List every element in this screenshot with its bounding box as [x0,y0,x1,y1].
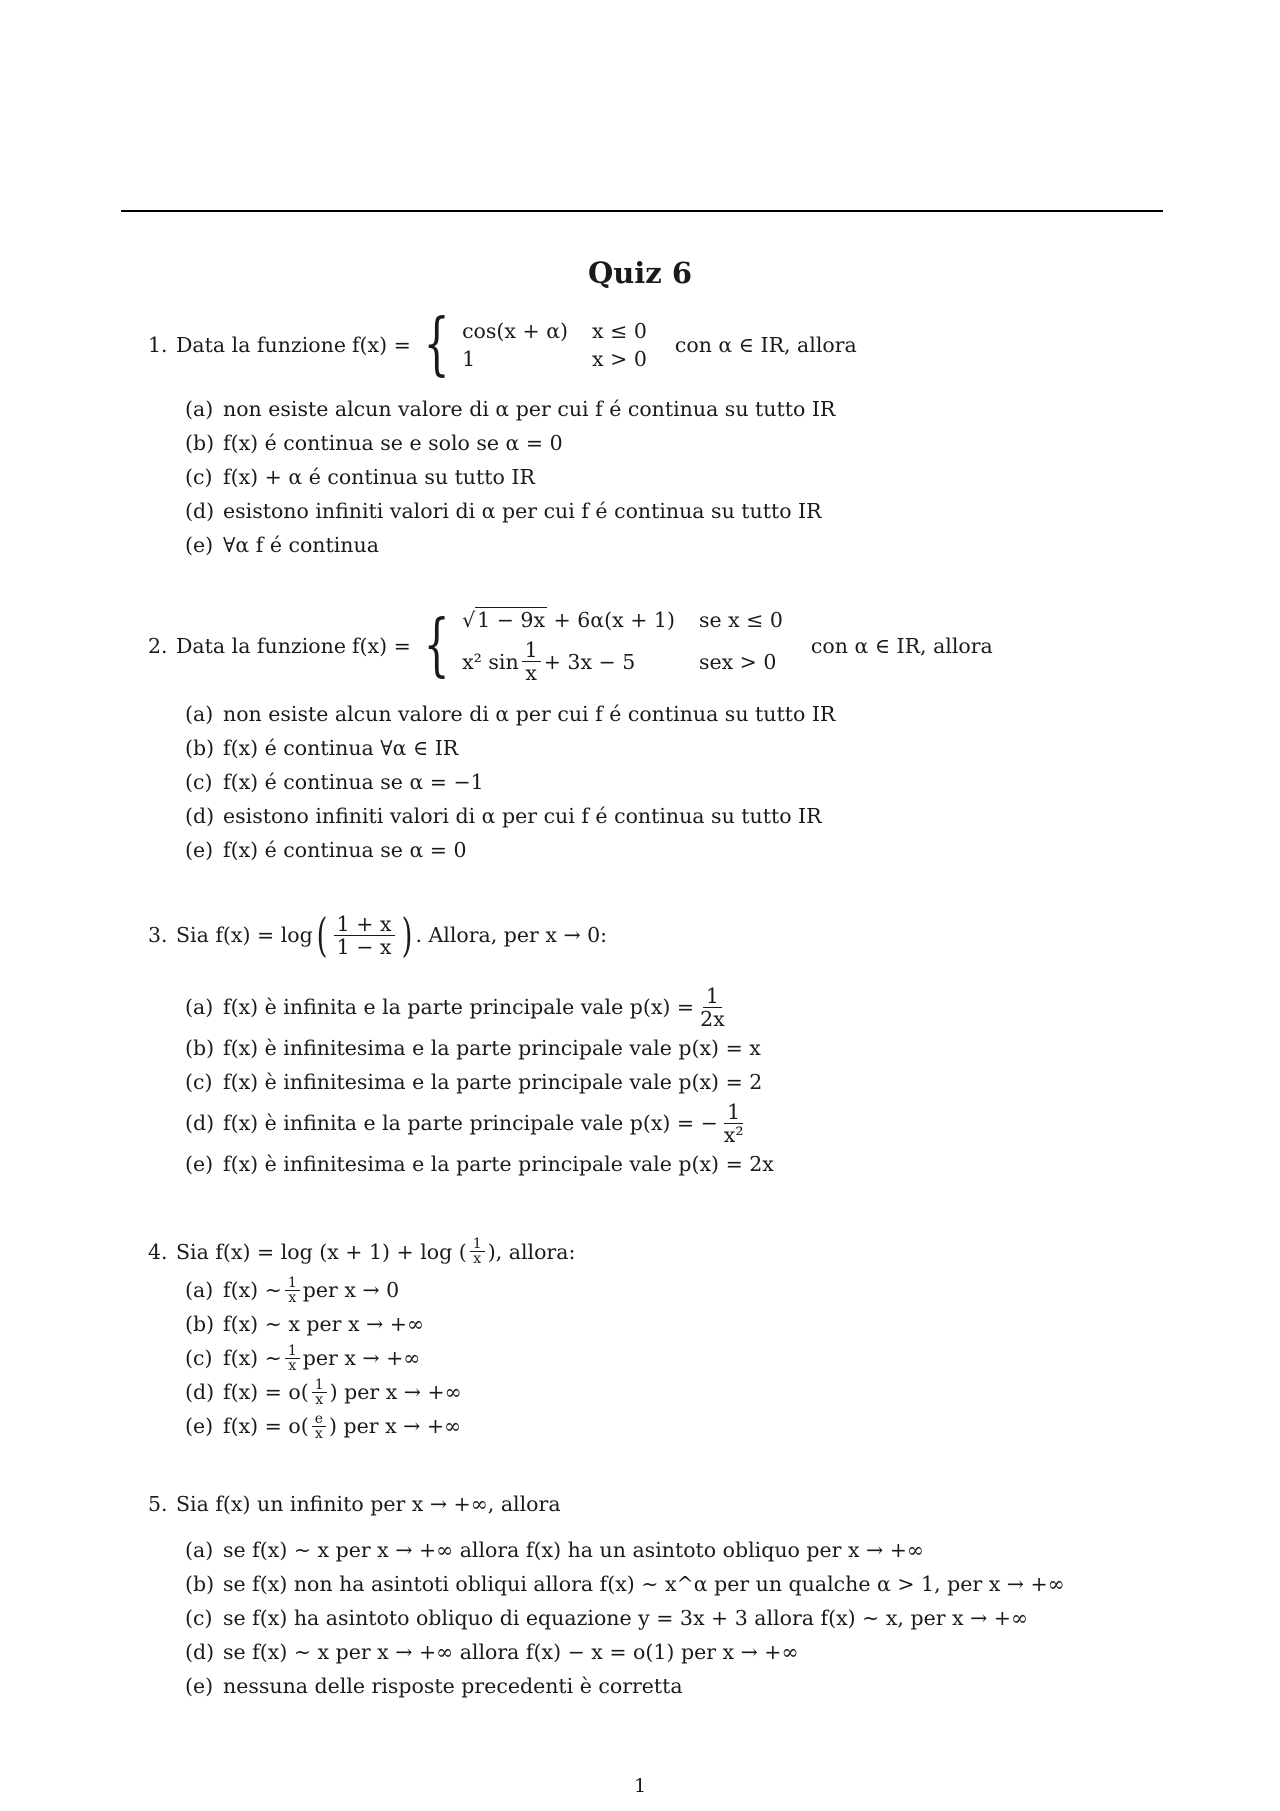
option-b[interactable]: (b) f(x) ∼ x per x → +∞ [185,1312,425,1336]
header-rule [121,210,1163,212]
case-2-cond: x > 0 [592,347,647,371]
brace: { [423,605,450,685]
piecewise-cases [462,318,647,372]
page-title: Quiz 6 [587,256,693,290]
question-tail: con α ∈ IR, allora [674,333,857,357]
option-a[interactable]: (a) non esiste alcun valore di α per cui f é continua su tutto IR [185,397,836,421]
option-e[interactable]: (e) f(x) è infinitesima e la parte principale vale p(x) = 2x [185,1152,774,1176]
question-number: 2. [148,633,168,658]
options-list [185,983,774,1181]
question-lead: Data la funzione [176,333,346,357]
option-a[interactable]: (a) f(x) ∼ $\frac{1}{x}$ per x → 0 [185,1274,400,1306]
option-b[interactable]: (b) f(x) è infinitesima e la parte principale vale p(x) = x [185,1036,761,1060]
option-d[interactable]: (d) f(x) è infinita e la parte principale vale p(x) = − $\frac{1}{\text{x²}}$ [185,1099,774,1147]
fraction: $\frac{1}{x}$ [285,1276,300,1305]
question-number: 5. [148,1492,168,1516]
option-e[interactable]: (e) f(x) é continua se α = 0 [185,838,467,862]
options-list [185,697,835,867]
fraction: $\frac{1}{x}$ [285,1344,300,1373]
question-3: 3. Sia f(x) = log ( $\frac{1 + x}{1 - x}$ ) . Allora, per x → 0: [148,908,608,962]
option-c[interactable]: (c) f(x) + α é continua su tutto IR [185,465,535,489]
option-e[interactable]: (e) f(x) = o( $\frac{e}{x}$ ) per x → +∞ [185,1410,462,1442]
option-d[interactable]: (d) se f(x) ∼ x per x → +∞ allora f(x) − x = o(1) per x → +∞ [185,1640,799,1664]
question-lead: Sia f(x) un infinito per x → +∞, allora [176,1492,561,1516]
option-e[interactable]: (e) ∀α f é continua [185,533,379,557]
fraction: $\frac{1}{\text{x²}}$ [723,1099,744,1147]
option-a[interactable]: (a) se f(x) ∼ x per x → +∞ allora f(x) ha un asintoto obliquo per x → +∞ [185,1538,924,1562]
fraction: $\frac{1}{2x}$ [700,983,725,1031]
option-d[interactable]: (d) esistono infiniti valori di α per cui f é continua su tutto IR [185,804,822,828]
case-2-expr: x² sin $\frac{1}{x}$ + 3x − 5 [462,638,636,685]
question-2 [148,607,993,684]
question-lead: Sia f(x) = log (x + 1) + log ( [176,1239,467,1264]
question-tail: con α ∈ IR, allora [810,633,993,658]
fraction: $\frac{1}{x}$ [522,639,541,684]
option-c[interactable]: (c) f(x) è infinitesima e la parte principale vale p(x) = 2 [185,1070,763,1094]
case-1-cond: x ≤ 0 [592,319,647,343]
option-d[interactable]: (d) f(x) = o( $\frac{1}{x}$ ) per x → +∞ [185,1376,462,1408]
question-lead: Sia f(x) = log [176,923,313,947]
function-label: f(x) = [351,633,411,658]
option-b[interactable]: (b) f(x) é continua ∀α ∈ IR [185,736,459,760]
question-lead: Data la funzione [176,633,346,658]
options-list [185,1533,1065,1703]
case-1-cond: se x ≤ 0 [698,608,783,632]
case-1-expr: √1 − 9x + 6α(x + 1) [462,608,675,632]
option-c[interactable]: (c) se f(x) ha asintoto obliquo di equazione y = 3x + 3 allora f(x) ∼ x, per x → +∞ [185,1606,1029,1630]
piecewise-cases [462,607,783,684]
question-1 [148,305,857,384]
question-number: 1. [148,333,168,357]
option-a[interactable]: (a) non esiste alcun valore di α per cui f é continua su tutto IR [185,702,836,726]
option-a[interactable]: (a) f(x) è infinita e la parte principale vale p(x) = $\frac{1}{2x}$ [185,983,774,1031]
fraction: $\frac{1}{x}$ [312,1378,327,1407]
question-tail: ), allora: [487,1239,576,1264]
case-2-expr: 1 [462,347,476,371]
case-2-cond: sex > 0 [698,649,777,674]
question-number: 3. [148,923,168,947]
question-5 [148,1491,561,1517]
option-b[interactable]: (b) se f(x) non ha asintoti obliqui allora f(x) ∼ x^α per un qualche α > 1, per x → +∞ [185,1572,1065,1596]
option-c[interactable]: (c) f(x) ∼ $\frac{1}{x}$ per x → +∞ [185,1342,421,1374]
question-number: 4. [148,1239,168,1264]
question-tail: . Allora, per x → 0: [415,923,608,947]
option-c[interactable]: (c) f(x) é continua se α = −1 [185,770,484,794]
fraction: $\frac{1 + x}{1 - x}$ [334,913,395,958]
options-list [185,392,835,562]
question-4 [148,1237,575,1266]
option-b[interactable]: (b) f(x) é continua se e solo se α = 0 [185,431,563,455]
case-1-expr: cos(x + α) [462,319,569,343]
fraction: $\frac{1}{x}$ [470,1237,485,1266]
fraction: $\frac{e}{x}$ [312,1412,326,1441]
option-e[interactable]: (e) nessuna delle risposte precedenti è corretta [185,1674,683,1698]
option-d[interactable]: (d) esistono infiniti valori di α per cui f é continua su tutto IR [185,499,822,523]
function-label: f(x) = [351,333,411,357]
options-list [185,1273,462,1443]
brace: { [423,305,450,384]
page-number: 1 [633,1775,647,1797]
